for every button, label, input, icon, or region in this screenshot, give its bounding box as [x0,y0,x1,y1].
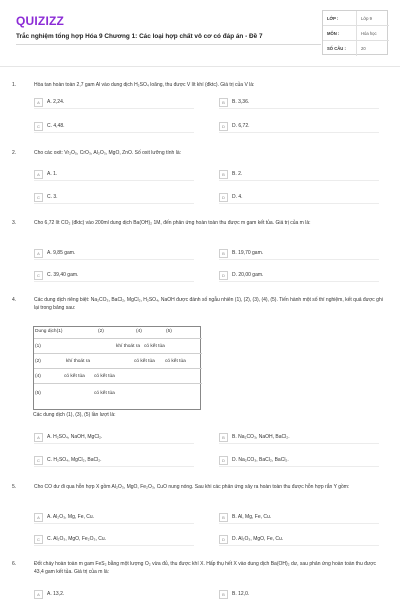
info-key: MÔN : [327,31,340,36]
question-stem: Hòa tan hoàn toàn 2,7 gam Al vào dung dịch H₂SO₄ loãng, thu được V lít khí (đktc). Giá trị của V là: [34,82,255,88]
info-row-count [323,41,389,56]
option-text: C. 39,40 gam. [47,272,79,278]
question-number: 6. [12,561,17,567]
table-row [34,372,202,384]
header-divider [0,66,400,67]
option-letter-box[interactable]: C [34,193,43,202]
option-letter-box[interactable]: A [34,170,43,179]
table-cell: có kết tủa [165,359,186,364]
option-text: D. Na₂CO₃, BaCl₂, BaCl₂. [232,457,289,463]
option-rule [219,545,379,546]
option-letter-box[interactable]: C [34,271,43,280]
option-text: D. 6,72. [232,123,250,129]
option-text: B. 3,36. [232,99,250,105]
option-text: B. 19,70 gam. [232,250,264,256]
option-text: A. 9,85 gam. [47,250,76,256]
option-rule [34,523,194,524]
option-b[interactable] [219,513,379,523]
table-cell: (5) [35,391,41,396]
table-cell: có kết tủa [94,391,115,396]
option-letter-box[interactable]: C [34,535,43,544]
option-d[interactable] [219,456,379,466]
option-b[interactable] [219,98,379,108]
table-cell: (4) [35,374,41,379]
option-rule [219,443,379,444]
option-rule [219,108,379,109]
option-letter-box[interactable]: C [34,122,43,131]
option-text: C. Al₂O₃, MgO, Fe₂O₃, Cu. [47,536,107,542]
table-cell: khí thoát ra [66,359,90,364]
option-d[interactable] [219,271,379,281]
option-text: A. H₂SO₄, NaOH, MgCl₂. [47,434,103,440]
info-value: 20 [361,46,366,51]
option-rule [219,203,379,204]
question-number: 2. [12,150,17,156]
option-text: B. Na₂CO₃, NaOH, BaCl₂. [232,434,290,440]
option-rule [219,132,379,133]
option-rule [219,466,379,467]
option-text: D. Al₂O₃, MgO, Fe, Cu. [232,536,284,542]
option-letter-box[interactable]: A [34,249,43,258]
option-letter-box[interactable]: A [34,590,43,599]
table-header-row [34,327,202,339]
option-d[interactable] [219,535,379,545]
option-text: C. H₂SO₄, MgCl₂, BaCl₂. [47,457,102,463]
question-stem: Cho các oxit: Vr₂O₅, CrO₃, Al₂O₃, MgO, ZnO. Số oxit lưỡng tính là: [34,150,182,156]
option-letter-box[interactable]: D [219,193,228,202]
option-text: B. Al, Mg, Fe, Cu. [232,514,272,520]
table-header-cell: (4) [136,329,142,334]
option-b[interactable] [219,433,379,443]
option-a[interactable] [34,249,194,259]
option-letter-box[interactable]: B [219,513,228,522]
option-rule [34,132,194,133]
question-number: 5. [12,484,17,490]
result-table [33,326,201,410]
option-d[interactable] [219,193,379,203]
table-cell: (2) [35,359,41,364]
option-rule [34,180,194,181]
info-separator [356,41,357,56]
option-c[interactable] [34,122,194,132]
table-cell: có kết tủa [64,374,85,379]
title-divider [16,44,321,45]
info-key: SỐ CÂU : [327,46,346,51]
question-stem: Cho CO dư đi qua hỗn hợp X gồm Al₂O₃, MgO, Fe₂O₃, CuO nung nóng. Sau khi các phản ứng xảy ra hoàn toàn thu được hỗn hợp rắn Y gồm: [34,484,350,490]
option-b[interactable] [219,170,379,180]
option-rule [219,523,379,524]
option-letter-box[interactable]: D [219,271,228,280]
option-c[interactable] [34,456,194,466]
table-header-cell: (5) [166,329,172,334]
option-c[interactable] [34,271,194,281]
table-row [34,389,202,401]
question-stem: Cho 6,72 lít CO₂ (đktc) vào 200ml dung dịch Ba(OH)₂ 1M, đến phản ứng hoàn toàn thu được m gam kết tủa. Giá trị của m là: [34,220,311,226]
option-a[interactable] [34,98,194,108]
option-rule [34,281,194,282]
option-rule [219,180,379,181]
option-text: C. 3. [47,194,58,200]
option-b[interactable] [219,590,379,600]
option-letter-box[interactable]: A [34,98,43,107]
option-letter-box[interactable]: B [219,98,228,107]
option-letter-box[interactable]: A [34,513,43,522]
option-letter-box[interactable]: C [34,456,43,465]
option-text: A. Al₂O₃, Mg, Fe, Cu. [47,514,95,520]
info-separator [356,26,357,41]
table-row [34,342,202,354]
option-letter-box[interactable]: B [219,170,228,179]
page-title: Trắc nghiệm tổng hợp Hóa 9 Chương 1: Các loại hợp chất vô cơ có đáp án - Đề 7 [16,33,263,40]
option-rule [34,108,194,109]
quizizz-logo[interactable]: QUIZIZZ [16,14,65,28]
table-cell: có kết tủa [144,344,165,349]
option-text: A. 13,2. [47,591,65,597]
table-cell: có kết tủa [134,359,155,364]
option-rule [34,259,194,260]
table-header-cell: Dung dịch(1) [35,329,63,334]
option-d[interactable] [219,122,379,132]
info-row-subject [323,26,389,41]
question-stem: Đốt cháy hoàn toàn m gam FeS₂ bằng một lượng O₂ vừa đủ, thu được khí X. Hấp thụ hết X vào dung dịch Ba(OH)₂ dư, sau phản ứng hoàn toàn thu được 43,4 gam kết tủa. Giá trị của m là: [34,561,377,575]
option-letter-box[interactable]: D [219,456,228,465]
info-key: LỚP : [327,16,339,21]
option-letter-box[interactable]: B [219,433,228,442]
info-row-grade [323,11,389,26]
option-c[interactable] [34,193,194,203]
table-row [34,357,202,369]
option-letter-box[interactable]: D [219,122,228,131]
info-box [322,10,388,55]
option-rule [34,203,194,204]
option-letter-box[interactable]: B [219,590,228,599]
table-header-cell: (2) [98,329,104,334]
option-text: B. 2. [232,171,243,177]
question-number: 4. [12,297,17,303]
table-cell: có kết tủa [94,374,115,379]
table-cell: (1) [35,344,41,349]
option-letter-box[interactable]: B [219,249,228,258]
option-text: C. 4,48. [47,123,65,129]
option-text: B. 12,0. [232,591,250,597]
option-rule [34,545,194,546]
info-value: Lớp 9 [361,16,372,21]
question-number: 1. [12,82,17,88]
option-a[interactable] [34,513,194,523]
option-a[interactable] [34,170,194,180]
info-value: Hóa học [361,31,377,36]
option-c[interactable] [34,535,194,545]
question-followup-text: Các dung dịch (1), (3), (5) lần lượt là: [33,412,116,418]
option-b[interactable] [219,249,379,259]
option-rule [34,466,194,467]
option-text: D. 20,00 gam. [232,272,264,278]
option-a[interactable] [34,590,194,600]
option-rule [219,281,379,282]
option-text: A. 2,24. [47,99,65,105]
question-number: 3. [12,220,17,226]
table-cell: khí thoát ra [116,344,140,349]
option-letter-box[interactable]: A [34,433,43,442]
option-letter-box[interactable]: D [219,535,228,544]
option-rule [34,443,194,444]
question-stem: Các dung dịch riêng biệt: Na₂CO₃, BaCl₂, MgCl₂, H₂SO₄, NaOH được đánh số ngẫu nhiên (1), (2), (3), (4), (5). Tiến hành một số thí nghiệm, kết quả được ghi lại trong bảng sau: [34,297,383,311]
option-text: A. 1. [47,171,58,177]
option-rule [219,259,379,260]
info-separator [356,11,357,26]
option-text: D. 4. [232,194,243,200]
option-a[interactable] [34,433,194,443]
